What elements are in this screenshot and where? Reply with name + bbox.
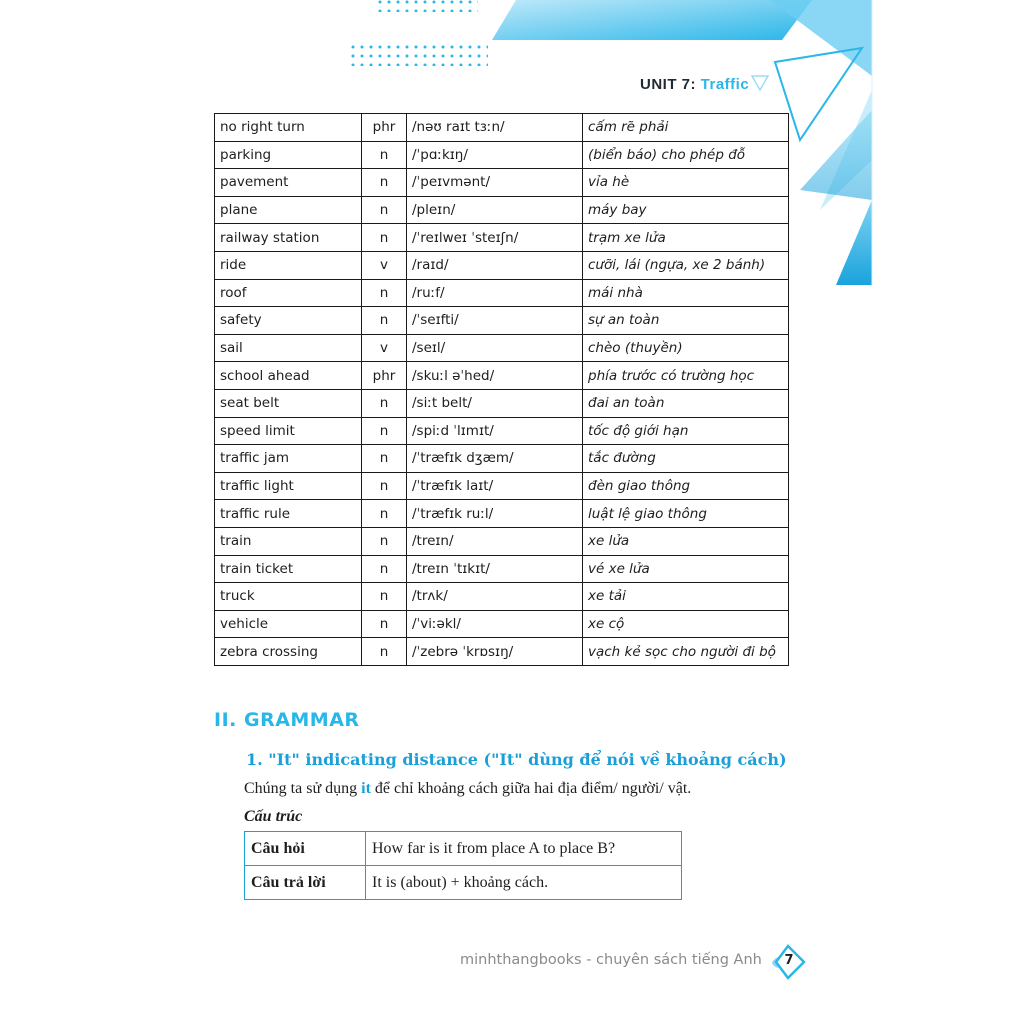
vocab-pos: n bbox=[362, 224, 407, 252]
vocab-meaning: cấm rẽ phải bbox=[583, 114, 789, 142]
vocab-row bbox=[215, 610, 789, 638]
vocab-word: no right turn bbox=[215, 114, 362, 142]
vocab-row bbox=[215, 307, 789, 335]
vocab-pos: n bbox=[362, 417, 407, 445]
vocab-pos: n bbox=[362, 307, 407, 335]
vocab-word: safety bbox=[215, 307, 362, 335]
vocab-row bbox=[215, 251, 789, 279]
vocab-word: traffic jam bbox=[215, 445, 362, 473]
vocab-ipa: /treɪn/ bbox=[407, 527, 583, 555]
vocab-word: ride bbox=[215, 251, 362, 279]
vocab-meaning: vỉa hè bbox=[583, 169, 789, 197]
vocab-meaning: luật lệ giao thông bbox=[583, 500, 789, 528]
vocab-word: vehicle bbox=[215, 610, 362, 638]
vocab-word: traffic rule bbox=[215, 500, 362, 528]
vocab-pos: n bbox=[362, 610, 407, 638]
vocab-ipa: /raɪd/ bbox=[407, 251, 583, 279]
footer-text: minhthangbooks - chuyên sách tiếng Anh bbox=[460, 952, 762, 968]
vocab-word: truck bbox=[215, 583, 362, 611]
vocab-word: parking bbox=[215, 141, 362, 169]
vocab-ipa: /nəʊ raɪt tɜːn/ bbox=[407, 114, 583, 142]
vocab-meaning: xe cộ bbox=[583, 610, 789, 638]
vocab-meaning: đèn giao thông bbox=[583, 472, 789, 500]
vocab-ipa: /ˈtræfɪk dʒæm/ bbox=[407, 445, 583, 473]
vocab-word: sail bbox=[215, 334, 362, 362]
vocab-meaning: (biển báo) cho phép đỗ bbox=[583, 141, 789, 169]
vocab-meaning: máy bay bbox=[583, 196, 789, 224]
vocab-row bbox=[215, 196, 789, 224]
vocab-pos: v bbox=[362, 334, 407, 362]
vocab-ipa: /ˈtræfɪk laɪt/ bbox=[407, 472, 583, 500]
intro-paragraph bbox=[244, 780, 691, 798]
vocab-row bbox=[215, 445, 789, 473]
intro-text-before: Chúng ta sử dụng bbox=[244, 780, 362, 797]
vocab-ipa: /ˈpeɪvmənt/ bbox=[407, 169, 583, 197]
vocab-row bbox=[215, 141, 789, 169]
vocab-pos: n bbox=[362, 141, 407, 169]
vocab-meaning: sự an toàn bbox=[583, 307, 789, 335]
vocab-pos: n bbox=[362, 555, 407, 583]
vocab-ipa: /ˈviːəkl/ bbox=[407, 610, 583, 638]
vocab-pos: n bbox=[362, 445, 407, 473]
vocab-word: zebra crossing bbox=[215, 638, 362, 666]
vocab-pos: n bbox=[362, 196, 407, 224]
side-triangle-dark bbox=[836, 200, 872, 285]
vocab-meaning: xe lửa bbox=[583, 527, 789, 555]
small-triangle-icon bbox=[752, 76, 768, 90]
vocab-word: pavement bbox=[215, 169, 362, 197]
vocab-ipa: /skuːl əˈhed/ bbox=[407, 362, 583, 390]
vocab-word: railway station bbox=[215, 224, 362, 252]
vocab-meaning: chèo (thuyền) bbox=[583, 334, 789, 362]
vocab-meaning: tắc đường bbox=[583, 445, 789, 473]
intro-highlight: it bbox=[361, 780, 371, 797]
vocab-word: train bbox=[215, 527, 362, 555]
vocab-meaning: đai an toàn bbox=[583, 389, 789, 417]
vocab-meaning: tốc độ giới hạn bbox=[583, 417, 789, 445]
structure-label: Cấu trúc bbox=[244, 808, 303, 825]
vocab-row bbox=[215, 169, 789, 197]
vocab-pos: n bbox=[362, 527, 407, 555]
vocab-meaning: xe tải bbox=[583, 583, 789, 611]
vocab-ipa: /ˈpɑːkɪŋ/ bbox=[407, 141, 583, 169]
vocab-word: plane bbox=[215, 196, 362, 224]
vocab-ipa: /spiːd ˈlɪmɪt/ bbox=[407, 417, 583, 445]
vocab-word: speed limit bbox=[215, 417, 362, 445]
vocab-pos: n bbox=[362, 500, 407, 528]
vocab-word: roof bbox=[215, 279, 362, 307]
structure-row bbox=[245, 866, 682, 900]
vocab-word: school ahead bbox=[215, 362, 362, 390]
vocab-meaning: vé xe lửa bbox=[583, 555, 789, 583]
structure-row-content: It is (about) + khoảng cách. bbox=[366, 866, 682, 900]
structure-row-content: How far is it from place A to place B? bbox=[366, 832, 682, 866]
vocab-pos: n bbox=[362, 638, 407, 666]
vocab-meaning: vạch kẻ sọc cho người đi bộ bbox=[583, 638, 789, 666]
unit-label: UNIT 7: bbox=[640, 76, 696, 93]
vocab-row bbox=[215, 555, 789, 583]
vocab-row bbox=[215, 527, 789, 555]
vocab-pos: phr bbox=[362, 362, 407, 390]
vocab-row bbox=[215, 334, 789, 362]
vocab-row bbox=[215, 638, 789, 666]
vocab-meaning: mái nhà bbox=[583, 279, 789, 307]
vocabulary-table bbox=[214, 113, 789, 666]
vocab-pos: n bbox=[362, 279, 407, 307]
vocab-ipa: /ˈseɪfti/ bbox=[407, 307, 583, 335]
vocab-ipa: /ˈzebrə ˈkrɒsɪŋ/ bbox=[407, 638, 583, 666]
vocab-row bbox=[215, 224, 789, 252]
vocab-row bbox=[215, 389, 789, 417]
vocab-word: seat belt bbox=[215, 389, 362, 417]
vocab-pos: n bbox=[362, 169, 407, 197]
structure-row-label: Câu trả lời bbox=[245, 866, 366, 900]
vocab-ipa: /ˈreɪlweɪ ˈsteɪʃn/ bbox=[407, 224, 583, 252]
vocab-ipa: /seɪl/ bbox=[407, 334, 583, 362]
page-number: 7 bbox=[784, 953, 794, 968]
structure-table bbox=[244, 831, 682, 900]
vocab-pos: n bbox=[362, 389, 407, 417]
structure-row-label: Câu hỏi bbox=[245, 832, 366, 866]
section-title: II. GRAMMAR bbox=[214, 709, 360, 731]
dot-band-mid bbox=[348, 44, 488, 66]
vocab-ipa: /siːt belt/ bbox=[407, 389, 583, 417]
dot-band-top bbox=[378, 0, 478, 12]
unit-heading bbox=[640, 76, 749, 93]
vocab-meaning: phía trước có trường học bbox=[583, 362, 789, 390]
vocab-ipa: /treɪn ˈtɪkɪt/ bbox=[407, 555, 583, 583]
vocab-pos: n bbox=[362, 472, 407, 500]
subsection-title: 1. "It" indicating distance ("It" dùng để nói về khoảng cách) bbox=[246, 750, 787, 769]
vocab-row bbox=[215, 279, 789, 307]
vocab-word: traffic light bbox=[215, 472, 362, 500]
vocab-meaning: trạm xe lửa bbox=[583, 224, 789, 252]
vocab-ipa: /trʌk/ bbox=[407, 583, 583, 611]
vocab-row bbox=[215, 362, 789, 390]
unit-topic: Traffic bbox=[700, 76, 750, 93]
structure-row bbox=[245, 832, 682, 866]
side-triangle-light bbox=[820, 90, 872, 210]
vocab-pos: phr bbox=[362, 114, 407, 142]
side-triangle-mid bbox=[800, 110, 872, 200]
vocab-pos: n bbox=[362, 583, 407, 611]
vocab-ipa: /ˈtræfɪk ruːl/ bbox=[407, 500, 583, 528]
vocab-row bbox=[215, 472, 789, 500]
vocab-meaning: cưỡi, lái (ngựa, xe 2 bánh) bbox=[583, 251, 789, 279]
vocab-pos: v bbox=[362, 251, 407, 279]
header-parallelogram bbox=[492, 0, 812, 40]
vocab-word: train ticket bbox=[215, 555, 362, 583]
intro-text-after: để chỉ khoảng cách giữa hai địa điểm/ người/ vật. bbox=[370, 780, 692, 797]
vocab-ipa: /pleɪn/ bbox=[407, 196, 583, 224]
vocab-row bbox=[215, 114, 789, 142]
vocab-ipa: /ruːf/ bbox=[407, 279, 583, 307]
header-triangle bbox=[770, 0, 872, 76]
vocab-row bbox=[215, 500, 789, 528]
vocab-row bbox=[215, 583, 789, 611]
vocab-row bbox=[215, 417, 789, 445]
